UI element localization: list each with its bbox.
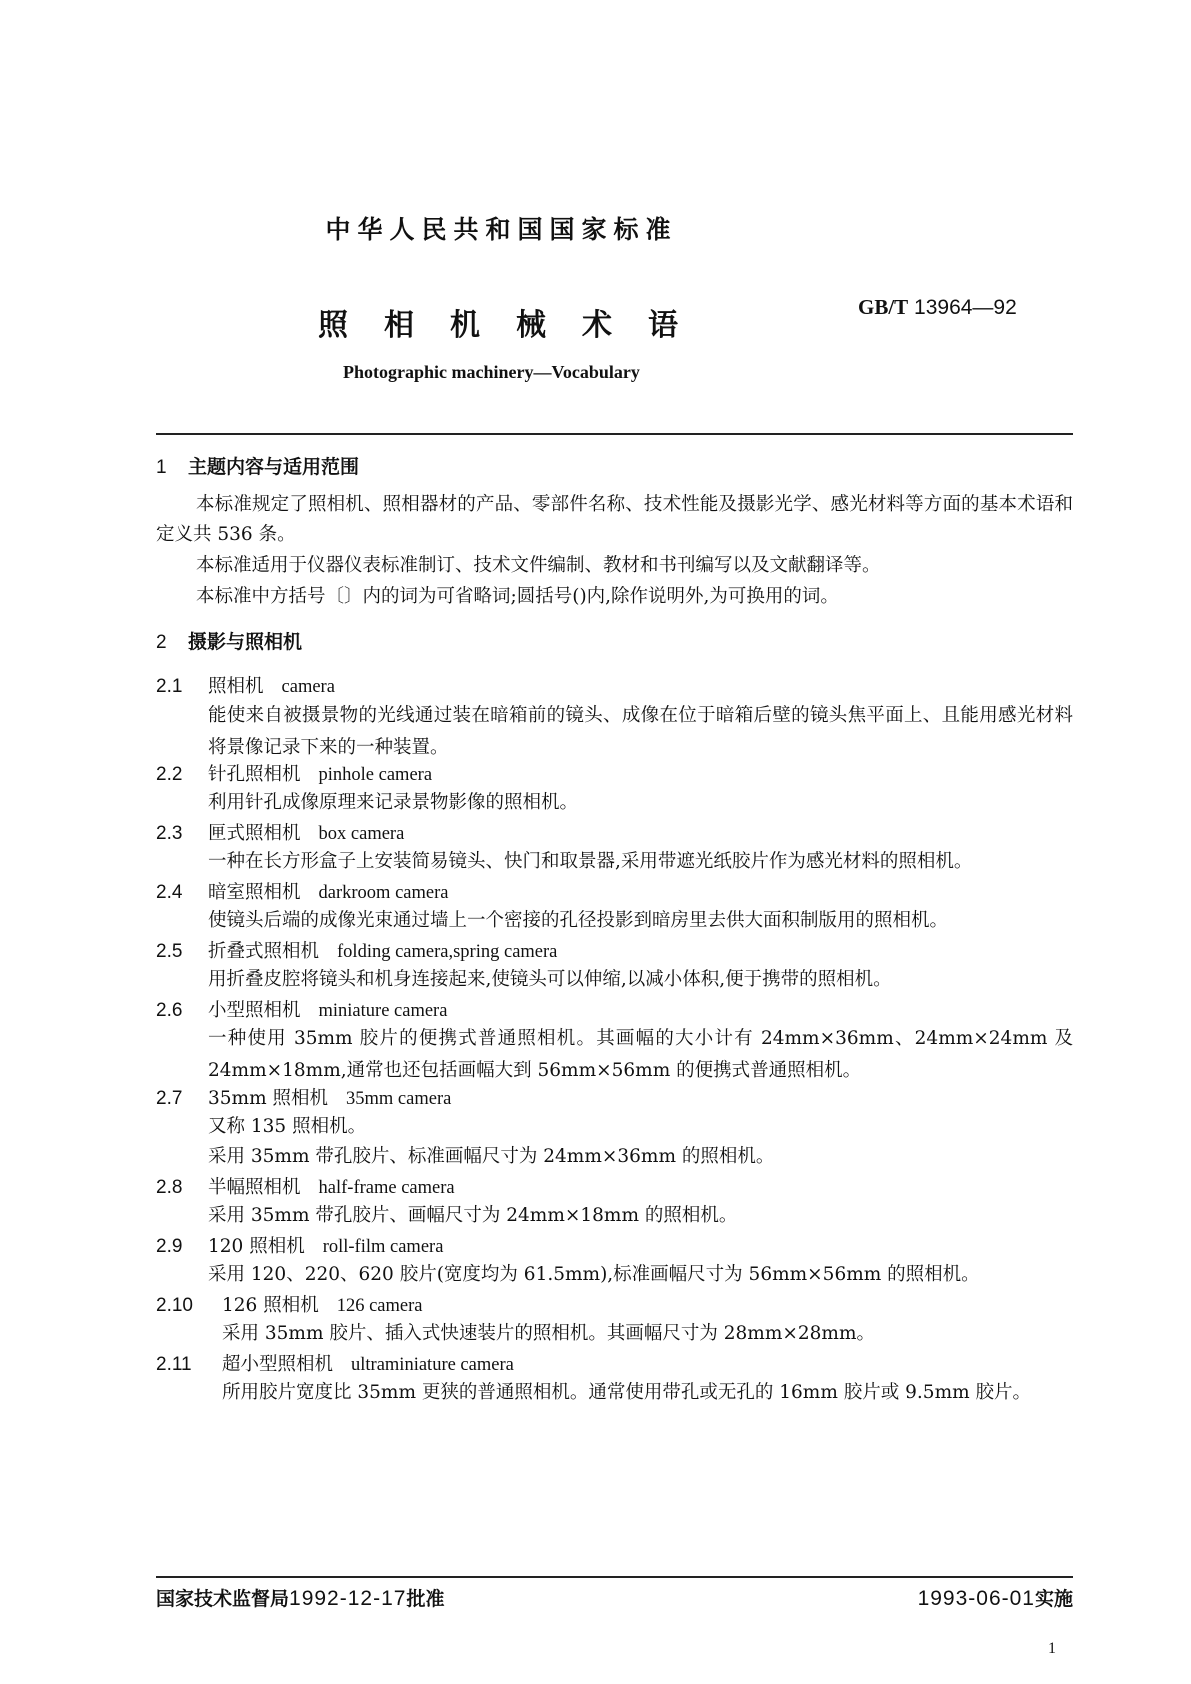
term-number: 2.2: [156, 764, 183, 785]
term-zh: 小型照相机: [208, 1000, 301, 1021]
term-number: 2.8: [156, 1177, 183, 1198]
term-en: box camera: [318, 824, 405, 844]
term-definition: 采用 35mm 带孔胶片、画幅尺寸为 24mm×18mm 的照相机。: [208, 1205, 738, 1226]
term-number: 2.3: [156, 823, 183, 844]
standard-code-prefix: GB/T: [858, 295, 909, 319]
term-number: 2.11: [156, 1354, 192, 1375]
term-en: 126 camera: [336, 1296, 423, 1316]
term-number: 2.9: [156, 1236, 183, 1257]
standard-code: [858, 295, 1017, 320]
term-number: 2.7: [156, 1088, 183, 1109]
term-number: 2.5: [156, 941, 183, 962]
footer-divider: [156, 1576, 1073, 1578]
term-definition: 采用 35mm 胶片、插入式快速装片的照相机。其画幅尺寸为 28mm×28mm。: [222, 1323, 876, 1344]
term-definition: 利用针孔成像原理来记录景物影像的照相机。: [208, 792, 579, 813]
standard-code-number: 13964—92: [914, 296, 1017, 319]
term-entry-header: [156, 760, 432, 786]
term-definition: 一种在长方形盒子上安装简易镜头、快门和取景器,采用带遮光纸胶片作为感光材料的照相机。: [208, 851, 973, 872]
page-number: 1: [1048, 1640, 1056, 1657]
term-definition: 一种使用 35mm 胶片的便携式普通照相机。其画幅的大小计有 24mm×36mm、24mm×24mm 及 24mm×18mm,通常也还包括画幅大到 56mm×56mm 的便携式普通照相机。: [208, 1028, 1073, 1081]
document-subtitle-en: Photographic machinery—Vocabulary: [343, 362, 640, 382]
term-zh: 针孔照相机: [208, 764, 301, 785]
term-en: roll-film camera: [322, 1237, 444, 1257]
approval-suffix: 批准: [406, 1588, 445, 1610]
term-zh: 超小型照相机: [222, 1354, 334, 1375]
term-number: 2.10: [156, 1295, 193, 1316]
section-1-paragraph: 本标准中方括号〔〕内的词为可省略词;圆括号()内,除作说明外,为可换用的词。: [196, 586, 839, 607]
section-number: 2: [156, 632, 167, 653]
term-entry-header: [156, 1173, 455, 1199]
approval-org: 国家技术监督局: [156, 1588, 290, 1610]
term-en: ultraminiature camera: [351, 1355, 514, 1375]
term-zh: 120 照相机: [208, 1236, 305, 1257]
term-entry-header: [156, 672, 335, 698]
term-definition: 能使来自被摄景物的光线通过装在暗箱前的镜头、成像在位于暗箱后壁的镜头焦平面上、且能用感光材料将景像记录下来的一种装置。: [208, 705, 1073, 758]
term-zh: 35mm 照相机: [208, 1088, 329, 1109]
term-definition: 又称 135 照相机。: [208, 1116, 367, 1137]
term-entry-header: [156, 937, 557, 963]
term-en: folding camera,spring camera: [337, 942, 558, 962]
term-definition: 采用 120、220、620 胶片(宽度均为 61.5mm),标准画幅尺寸为 56mm×56mm 的照相机。: [208, 1264, 980, 1285]
term-number: 2.6: [156, 1000, 183, 1021]
term-definition: 采用 35mm 带孔胶片、标准画幅尺寸为 24mm×36mm 的照相机。: [208, 1146, 775, 1167]
term-definition: 用折叠皮腔将镜头和机身连接起来,使镜头可以伸缩,以减小体积,便于携带的照相机。: [208, 969, 892, 990]
section-title: 主题内容与适用范围: [188, 456, 360, 478]
effective-date: 1993-06-01: [917, 1587, 1035, 1610]
term-en: pinhole camera: [318, 765, 433, 785]
section-2-heading: [156, 627, 302, 654]
term-zh: 暗室照相机: [208, 882, 301, 903]
term-definition: 使镜头后端的成像光束通过墙上一个密接的孔径投影到暗房里去供大面积制版用的照相机。: [208, 910, 949, 931]
section-1-heading: [156, 452, 359, 479]
term-entry-header: [156, 819, 404, 845]
term-en: 35mm camera: [346, 1089, 452, 1109]
effective-suffix: 实施: [1034, 1588, 1073, 1610]
term-zh: 照相机: [208, 676, 264, 697]
header-divider: [156, 433, 1073, 435]
term-number: 2.1: [156, 676, 183, 697]
section-1-paragraph: 本标准适用于仪器仪表标准制订、技术文件编制、教材和书刊编写以及文献翻译等。: [196, 555, 881, 576]
term-en: miniature camera: [318, 1001, 448, 1021]
term-zh: 半幅照相机: [208, 1177, 301, 1198]
approval-date: 1992-12-17: [289, 1587, 407, 1610]
term-zh: 匣式照相机: [208, 823, 301, 844]
section-title: 摄影与照相机: [188, 631, 303, 653]
section-number: 1: [156, 457, 167, 478]
term-number: 2.4: [156, 882, 183, 903]
term-en: half-frame camera: [318, 1178, 455, 1198]
term-entry-header: [156, 1084, 451, 1110]
document-title: 照相机械术语: [318, 308, 714, 343]
term-zh: 126 照相机: [222, 1295, 319, 1316]
section-1-paragraph: 本标准规定了照相机、照相器材的产品、零部件名称、技术性能及摄影光学、感光材料等方面的基本术语和定义共 536 条。: [156, 494, 1073, 545]
approval-line: [156, 1584, 444, 1611]
term-entry-header: [156, 878, 448, 904]
term-entry-header: [156, 1232, 443, 1258]
term-zh: 折叠式照相机: [208, 941, 320, 962]
term-definition: 所用胶片宽度比 35mm 更狭的普通照相机。通常使用带孔或无孔的 16mm 胶片或 9.5mm 胶片。: [222, 1382, 1032, 1403]
term-en: camera: [281, 677, 335, 697]
term-entry-header: [156, 1350, 514, 1376]
national-standard-heading: 中华人民共和国国家标准: [325, 215, 678, 244]
term-en: darkroom camera: [318, 883, 449, 903]
term-entry-header: [156, 996, 447, 1022]
effective-line: [918, 1584, 1073, 1611]
term-entry-header: [156, 1291, 422, 1317]
